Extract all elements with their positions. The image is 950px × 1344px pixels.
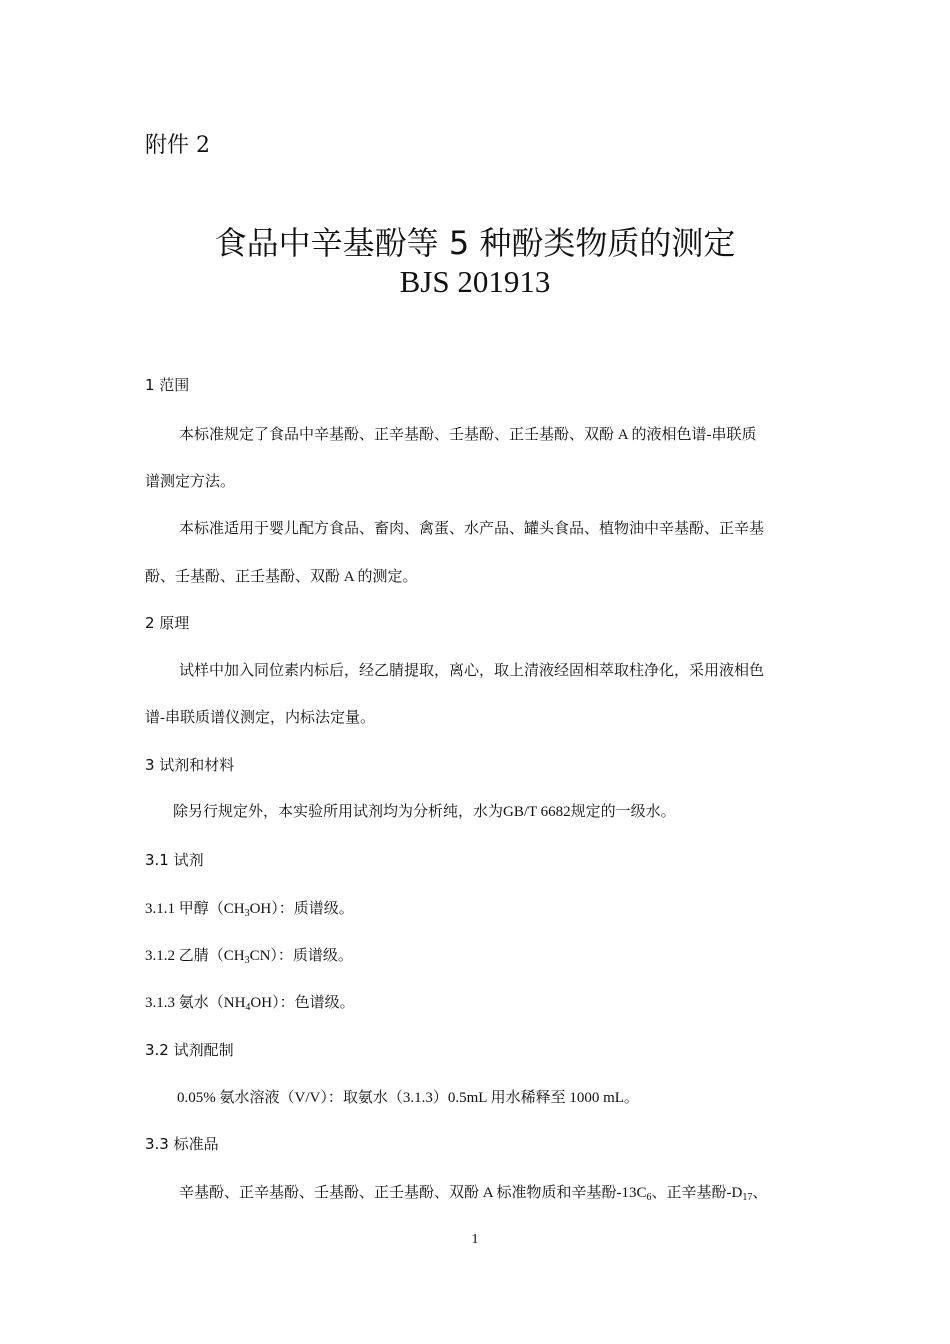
- section-3-3-text: 辛基酚、正辛基酚、壬基酚、正壬基酚、双酚 A 标准物质和辛基酚$-13C_6$、正辛基酚$-D_{17}$、: [179, 1185, 768, 1203]
- reagent-3-1-2: 3.1.2 乙腈$(CH_3CN)$：质谱级。: [145, 948, 353, 966]
- document-title: 食品中辛基酚等 5 种酚类物质的测定: [214, 224, 736, 262]
- section-1-para1-line1: 本标准规定了食品中辛基酚、正辛基酚、壬基酚、正壬基酚、双酚 A 的液相色谱-串联质: [179, 427, 757, 443]
- reagent-3-1-1: 3.1.1 甲醇$(CH_3OH)$：质谱级。: [145, 901, 354, 919]
- section-3-heading: 3 试剂和材料: [145, 756, 235, 774]
- section-3-3-heading: 3.3 标准品: [145, 1135, 219, 1153]
- section-2-para-line2: 谱-串联质谱仪测定，内标法定量。: [145, 710, 375, 726]
- section-3-2-heading: 3.2 试剂配制: [145, 1041, 234, 1059]
- standard-code: BJS 201913: [399, 264, 551, 299]
- section-1-para2-line2: 酚、壬基酚、正壬基酚、双酚 A 的测定。: [145, 569, 418, 585]
- reagent-3-1-3: 3.1.3 氨水$(NH_4OH)$：色谱级。: [145, 995, 355, 1013]
- attachment-label: 附件 2: [145, 133, 210, 158]
- section-3-1-heading: 3.1 试剂: [145, 851, 204, 869]
- section-1-heading: 1 范围: [145, 376, 190, 394]
- section-3-intro: 除另行规定外，本实验所用试剂均为分析纯，水为GB/T 6682规定的一级水。: [173, 804, 676, 820]
- section-1-para1-line2: 谱测定方法。: [145, 474, 236, 490]
- page-number: 1: [471, 1232, 479, 1247]
- section-2-heading: 2 原理: [145, 614, 190, 632]
- section-2-para-line1: 试样中加入同位素内标后，经乙腈提取，离心，取上清液经固相萃取柱净化，采用液相色: [179, 663, 765, 679]
- section-1-para2-line1: 本标准适用于婴儿配方食品、畜肉、禽蛋、水产品、罐头食品、植物油中辛基酚、正辛基: [179, 521, 765, 537]
- section-3-2-text: 0.05% 氨水溶液（V/V）：取氨水（3.1.3）0.5mL 用水稀释至 1000 mL。: [177, 1090, 639, 1106]
